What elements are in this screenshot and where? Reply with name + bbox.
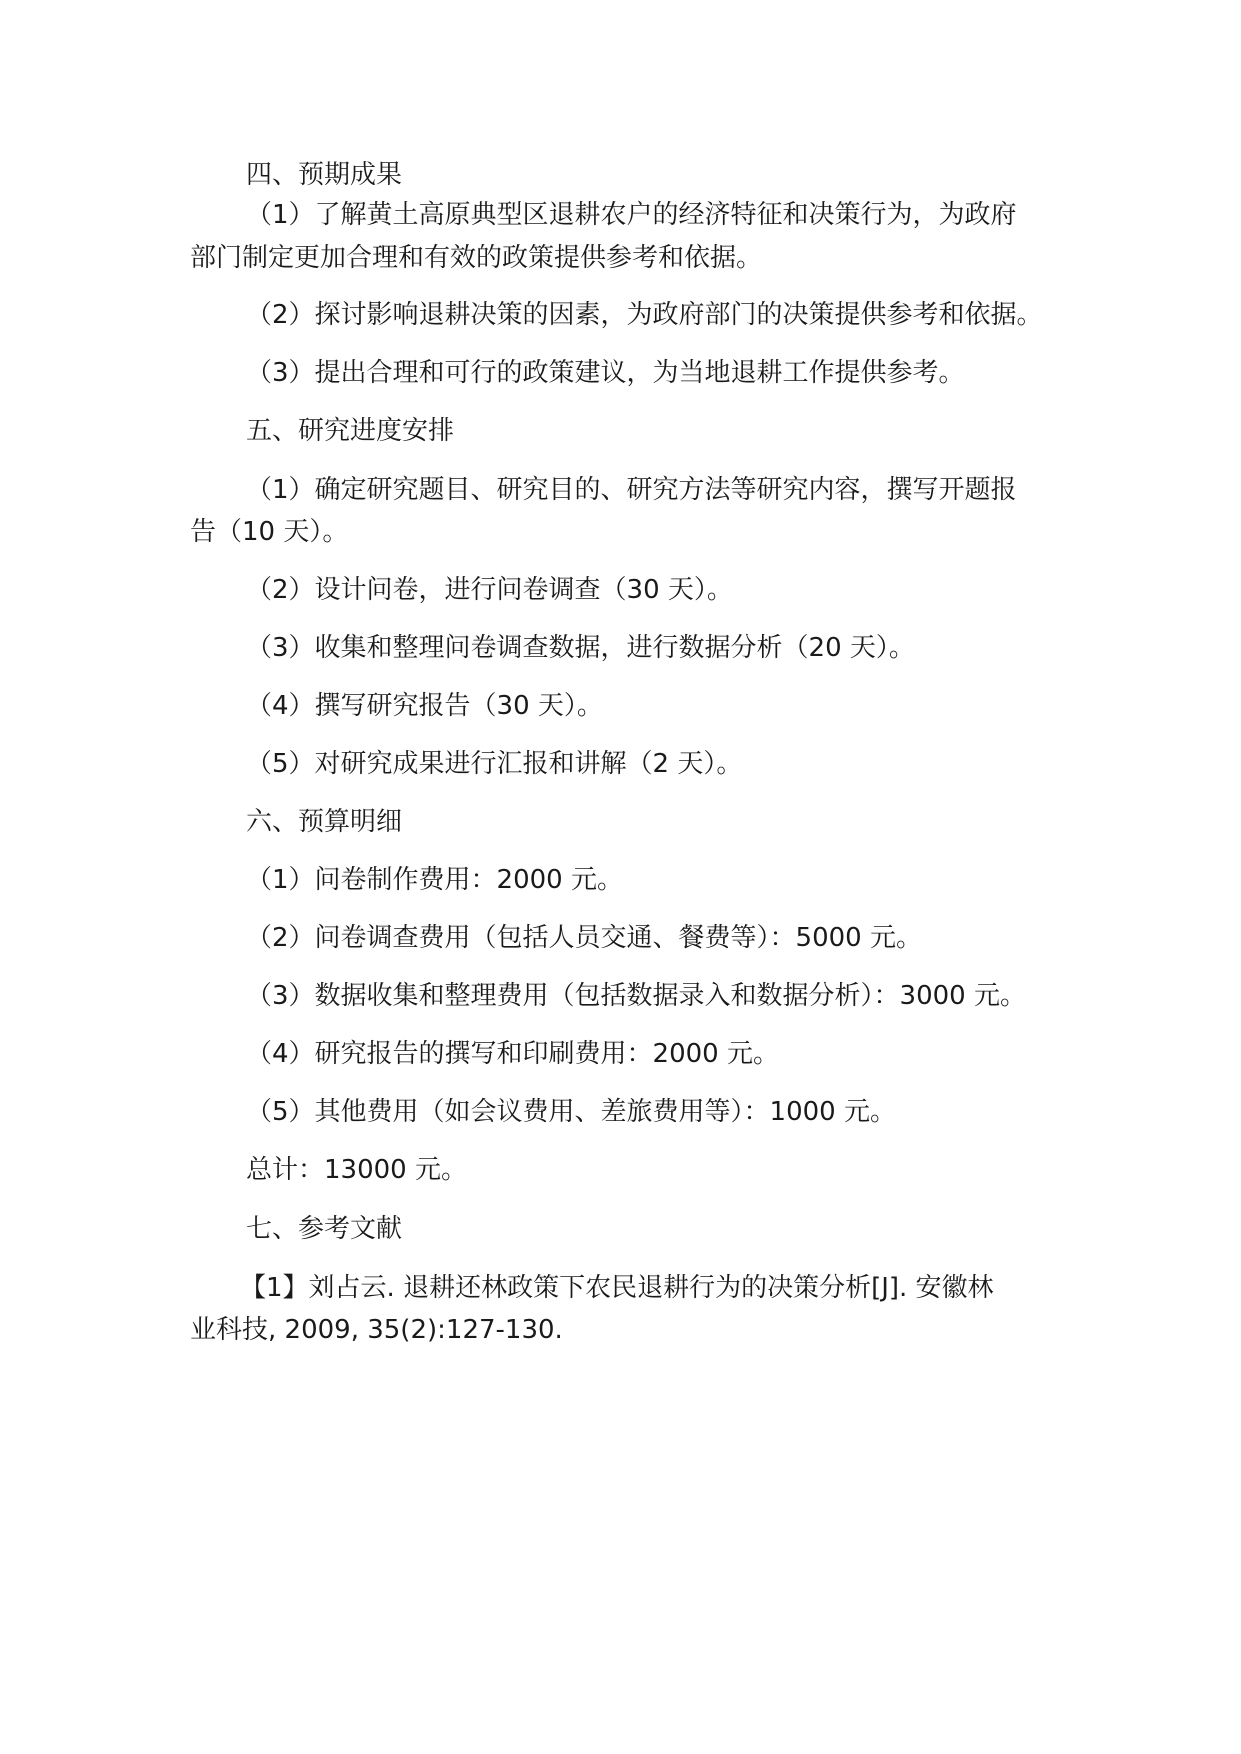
expected-result-item-3: （3）提出合理和可行的政策建议，为当地退耕工作提供参考。 [246, 358, 965, 388]
budget-total: 总计：13000 元。 [246, 1155, 467, 1185]
expected-result-item-2: （2）探讨影响退耕决策的因素，为政府部门的决策提供参考和依据。 [246, 300, 1043, 330]
budget-item-3: （3）数据收集和整理费用（包括数据录入和数据分析）：3000 元。 [246, 981, 1026, 1011]
schedule-item-5: （5）对研究成果进行汇报和讲解（2 天）。 [246, 749, 743, 779]
expected-result-item-1-line-2: 部门制定更加合理和有效的政策提供参考和依据。 [190, 243, 763, 273]
schedule-item-1-line-2: 告（10 天）。 [190, 517, 349, 547]
budget-item-2: （2）问卷调查费用（包括人员交通、餐费等）：5000 元。 [246, 923, 922, 953]
schedule-item-1-line-1: （1）确定研究题目、研究目的、研究方法等研究内容，撰写开题报 [246, 475, 1017, 505]
expected-result-item-1-line-1: （1）了解黄土高原典型区退耕农户的经济特征和决策行为，为政府 [246, 200, 1017, 230]
reference-1-line-2: 业科技, 2009, 35(2):127-130. [190, 1315, 563, 1345]
section-heading-budget: 六、预算明细 [246, 807, 403, 837]
section-heading-schedule: 五、研究进度安排 [246, 416, 455, 446]
section-heading-expected-results: 四、预期成果 [246, 160, 403, 190]
schedule-item-3: （3）收集和整理问卷调查数据，进行数据分析（20 天）。 [246, 633, 915, 663]
budget-item-1: （1）问卷制作费用：2000 元。 [246, 865, 623, 895]
budget-item-5: （5）其他费用（如会议费用、差旅费用等）：1000 元。 [246, 1097, 896, 1127]
budget-item-4: （4）研究报告的撰写和印刷费用：2000 元。 [246, 1039, 779, 1069]
section-heading-references: 七、参考文献 [246, 1214, 403, 1244]
reference-1-line-1: 【1】刘占云. 退耕还林政策下农民退耕行为的决策分析[J]. 安徽林 [240, 1273, 994, 1303]
schedule-item-4: （4）撰写研究报告（30 天）。 [246, 691, 603, 721]
schedule-item-2: （2）设计问卷，进行问卷调查（30 天）。 [246, 575, 733, 605]
